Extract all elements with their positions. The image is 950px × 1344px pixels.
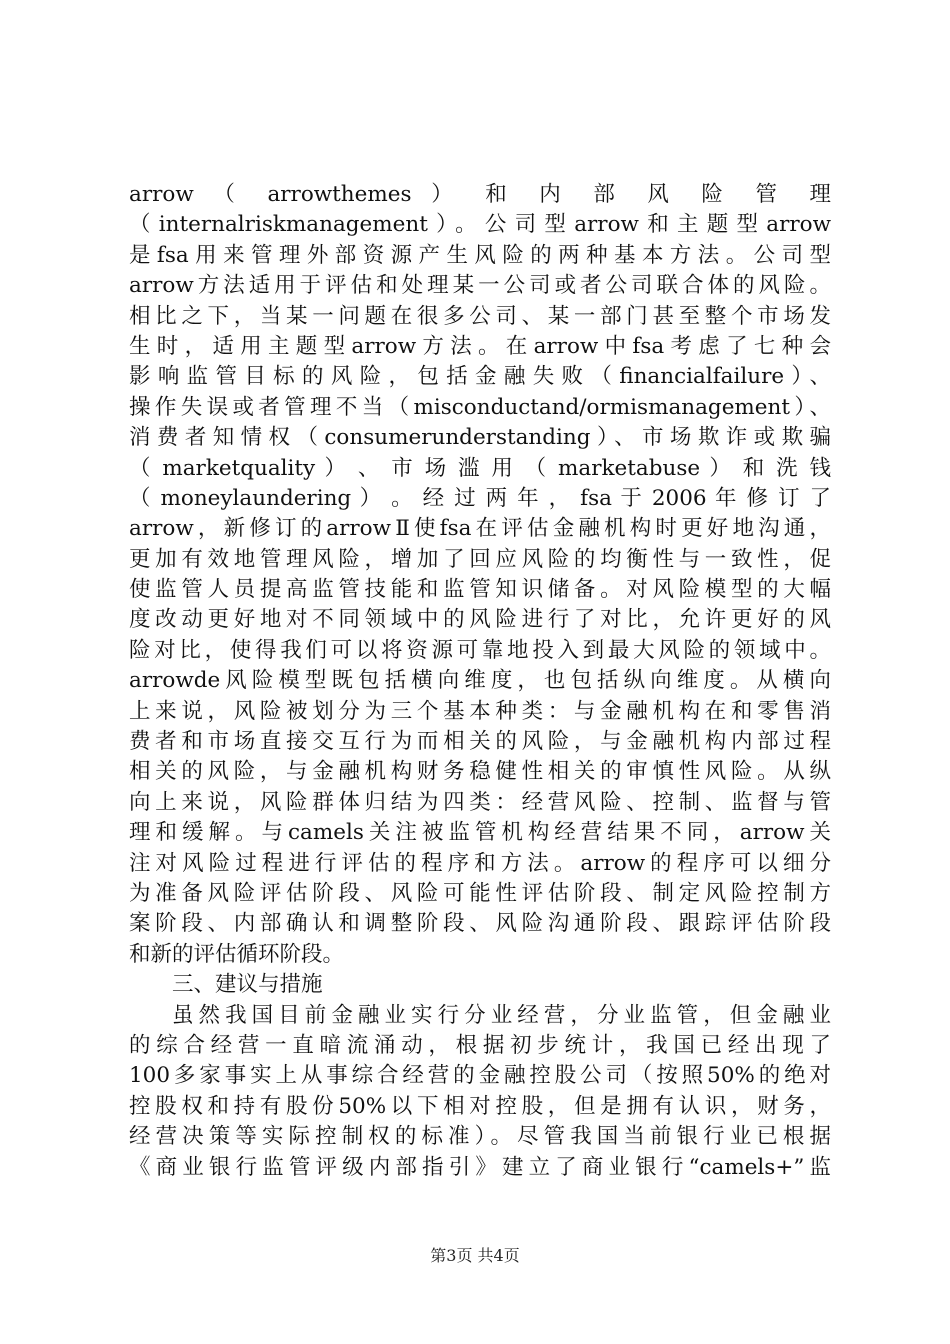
text-line: arrow （ arrowthemes ） 和 内 部 风 险 管 理 xyxy=(129,182,831,207)
text-line: 的综合经营一直暗流涌动，根据初步统计，我国已经出现了 xyxy=(129,1032,831,1058)
text-line: 经营决策等实际控制权的标准）。尽管我国当前银行业已根据 xyxy=(129,1124,831,1150)
text-line: （internalriskmanagement）。公司型arrow和主题型arrow xyxy=(129,212,831,238)
text-line: 上来说，风险被划分为三个基本种类：与金融机构在和零售消 xyxy=(129,698,831,724)
text-line: 险对比，使得我们可以将资源可靠地投入到最大风险的领域中。 xyxy=(129,637,831,663)
text-line: 使监管人员提高监管技能和监管知识储备。对风险模型的大幅 xyxy=(129,577,831,603)
text-line: 费者和市场直接交互行为而相关的风险，与金融机构内部过程 xyxy=(129,729,831,755)
text-line: 操作失误或者管理不当（misconductand/ormismanagement）、 xyxy=(129,394,831,420)
text-line: arrow方法适用于评估和处理某一公司或者公司联合体的风险。 xyxy=(129,273,831,299)
text-line: 案阶段、内部确认和调整阶段、风险沟通阶段、跟踪评估阶段 xyxy=(129,911,831,937)
text-line: 理和缓解。与camels关注被监管机构经营结果不同，arrow关 xyxy=(129,820,831,846)
text-line: 为准备风险评估阶段、风险可能性评估阶段、制定风险控制方 xyxy=(129,880,831,906)
text-line: 100多家事实上从事综合经营的金融控股公司（按照50%的绝对 xyxy=(129,1063,831,1089)
text-line: 相比之下，当某一问题在很多公司、某一部门甚至整个市场发 xyxy=(129,303,831,329)
text-line: 生时，适用主题型arrow方法。在arrow中fsa考虑了七种会 xyxy=(129,333,831,359)
text-line: （ marketquality ） 、 市 场 滥 用 （ marketabuse ） 和 洗 钱 xyxy=(129,455,831,481)
text-line: （ moneylaundering ） 。 经 过 两 年 ， fsa 于 2006 年 修 订 了 xyxy=(129,485,831,511)
page-number-label: 第3页 共4页 xyxy=(430,1246,520,1265)
text-line: 度改动更好地对不同领域中的风险进行了对比，允许更好的风 xyxy=(129,607,831,633)
text-line: 是fsa用来管理外部资源产生风险的两种基本方法。公司型 xyxy=(129,242,831,268)
text-line: 消费者知情权（consumerunderstanding）、市场欺诈或欺骗 xyxy=(129,425,831,451)
text-line: 相关的风险，与金融机构财务稳健性相关的审慎性风险。从纵 xyxy=(129,759,831,785)
text-line: 注对风险过程进行评估的程序和方法。arrow的程序可以细分 xyxy=(129,850,831,876)
text-line: arrow，新修订的arrowⅡ使fsa在评估金融机构时更好地沟通， xyxy=(129,516,831,542)
page-footer xyxy=(0,1246,950,1266)
body-text xyxy=(129,180,831,1183)
text-line: arrowde风险模型既包括横向维度，也包括纵向维度。从横向 xyxy=(129,668,831,694)
section-heading: 三、建议与措施 xyxy=(172,972,323,998)
text-line: 向上来说，风险群体归结为四类：经营风险、控制、监督与管 xyxy=(129,789,831,815)
text-line: 影响监管目标的风险，包括金融失败（financialfailure）、 xyxy=(129,364,831,390)
text-line: 和新的评估循环阶段。 xyxy=(129,941,345,967)
text-line: 《商业银行监管评级内部指引》建立了商业银行“camels+”监 xyxy=(129,1154,831,1180)
text-line: 控股权和持有股份50%以下相对控股，但是拥有认识，财务， xyxy=(129,1093,831,1119)
text-line: 更加有效地管理风险，增加了回应风险的均衡性与一致性，促 xyxy=(129,546,831,572)
text-line: 虽然我国目前金融业实行分业经营，分业监管，但金融业 xyxy=(172,1002,831,1028)
